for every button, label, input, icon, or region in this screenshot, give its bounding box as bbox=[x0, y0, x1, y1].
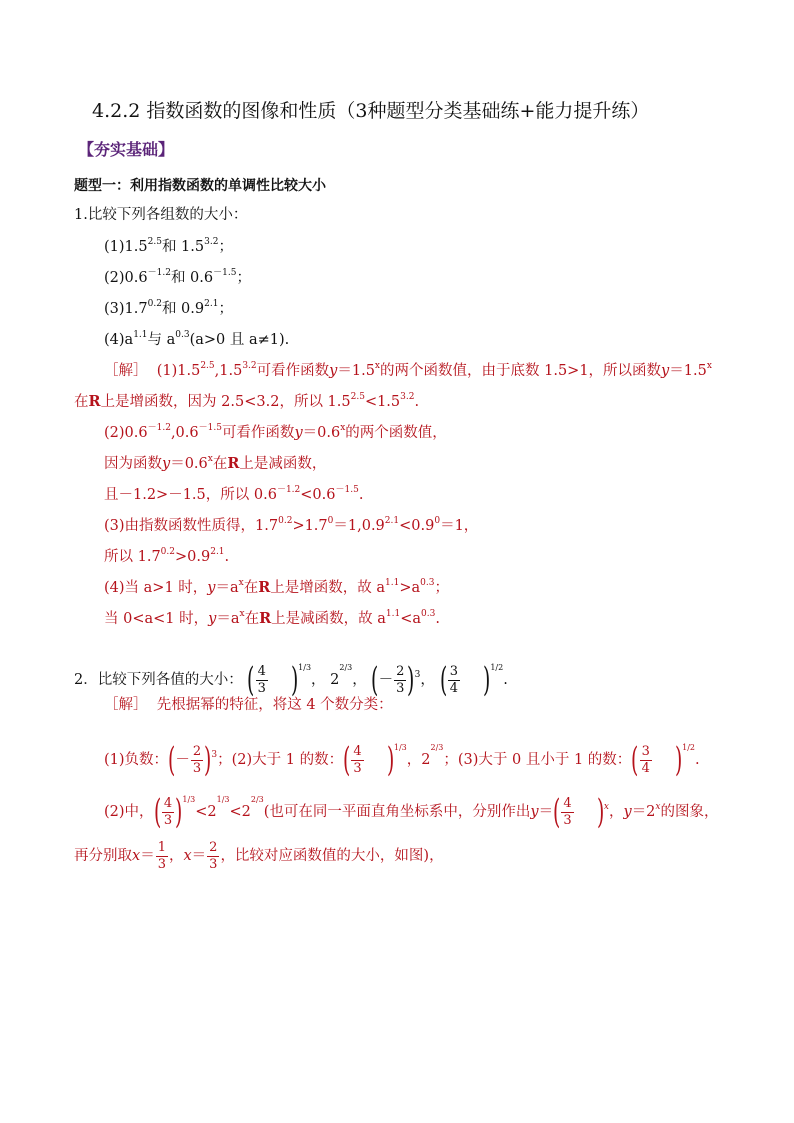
sol1-line5: 且－1.2>－1.5，所以 $0.6^{-1.2}<0.6^{-1.5}$. bbox=[104, 485, 364, 503]
sol1-line8: (4)当 a>1 时，$y=a^x$在R上是增函数，故 $a^{1.1}>a^{0.3}$； bbox=[104, 578, 449, 596]
sol2-line2: (1)负数：(－ $\frac{2}{3}$ )$^3$；(2)大于 1 的数：( $\frac{4}{3}$ )$^{1/3}$，$2^{2/3}$；(3)大于 0 且小于 1 的数：( $\frac{3}{4}$ )$^{1/2}$. bbox=[104, 740, 700, 780]
question-type-heading: 题型一：利用指数函数的单调性比较大小 bbox=[74, 178, 326, 194]
sol1-line9: 当 0<a<1 时，$y=a^x$在R上是减函数，故 $a^{1.1}<a^{0.3}$. bbox=[104, 609, 440, 627]
sol2-line4: 再分别取x＝ $\frac{1}{3}$ ，x＝ $\frac{2}{3}$ ，比较对应函数值的大小，如图)， bbox=[74, 839, 444, 872]
page-title: 4.2.2 指数函数的图像和性质（3种题型分类基础练+能力提升练） bbox=[92, 100, 650, 122]
q1-part2: $(2)0.6^{-1.2}$和 $0.6^{-1.5}$； bbox=[104, 268, 251, 286]
section-heading: 【夯实基础】 bbox=[78, 140, 175, 159]
q1-part4: $(4)a^{1.1}$与 $a^{0.3}(a>0$ 且 a≠1). bbox=[104, 330, 290, 348]
q1-part1: $(1)1.5^{2.5}$和 $1.5^{3.2}$； bbox=[104, 237, 233, 255]
q1-stem: 1.比较下列各组数的大小： bbox=[74, 207, 248, 223]
sol2-line3: (2)中，( $\frac{4}{3}$ )$^{1/3}<2^{1/3}<2^{2/3}$(也可在同一平面直角坐标系中，分别作出y＝( $\frac{4}{3}$ )$^x$，$y=2^x$的图象， bbox=[104, 792, 719, 832]
q2-stem: 2．比较下列各值的大小： ( $\frac{4}{3}$ )$^{1/3}$， $2^{2/3}$， (－ $\frac{2}{3}$ )$^3$， ( $\frac{3}{4}$ )$^{1/2}$. bbox=[74, 660, 508, 700]
sol2-line1: ［解］ 先根据幂的特征，将这 4 个数分类： bbox=[104, 697, 393, 713]
q1-part3: $(3)1.7^{0.2}$和 $0.9^{2.1}$； bbox=[104, 299, 233, 317]
sol1-line2: 在R上是增函数，因为 2.5<3.2，所以 $1.5^{2.5}<1.5^{3.2}$. bbox=[74, 392, 420, 410]
sol1-line3: $(2)0.6^{-1.2},0.6^{-1.5}$可看作函数$y=0.6^x$的两个函数值， bbox=[104, 423, 447, 441]
sol1-line1: ［解］ $(1)1.5^{2.5},1.5^{3.2}$可看作函数$y=1.5^x$的两个函数值，由于底数 1.5>1，所以函数$y=1.5^x$ bbox=[104, 361, 712, 379]
sol1-line4: 因为函数$y=0.6^x$在R上是减函数， bbox=[104, 454, 327, 472]
sol1-line6: (3)由指数函数性质得，$1.7^{0.2}>1.7^0=1,0.9^{2.1}<0.9^0=1$， bbox=[104, 516, 479, 534]
sol1-line7: 所以 $1.7^{0.2}>0.9^{2.1}$. bbox=[104, 547, 230, 565]
